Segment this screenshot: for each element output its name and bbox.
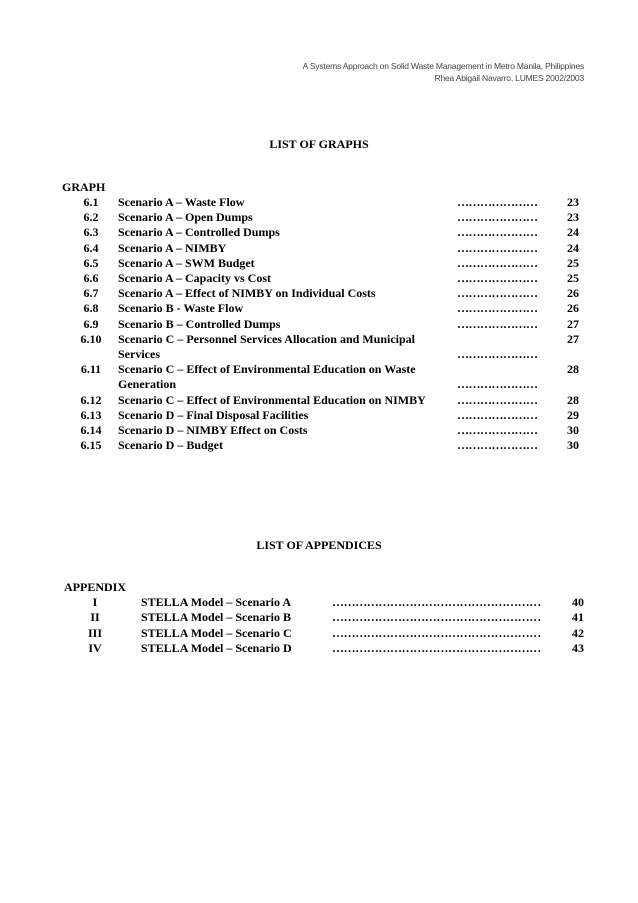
graph-number: 6.13 bbox=[80, 407, 102, 422]
leader-dots: ………………… bbox=[457, 407, 538, 422]
appendix-list-item bbox=[64, 641, 584, 656]
graph-number: 6.12 bbox=[80, 392, 102, 407]
graph-title: Scenario A – Open Dumps bbox=[118, 210, 253, 225]
graph-number: 6.4 bbox=[83, 240, 99, 255]
graph-title: Scenario B - Waste Flow bbox=[118, 301, 244, 316]
graph-page-number: 24 bbox=[567, 240, 579, 255]
graph-list-item bbox=[62, 393, 584, 408]
appendix-number: IV bbox=[88, 641, 102, 656]
leader-dots: ……………………………………………… bbox=[332, 595, 541, 609]
graph-list-item bbox=[62, 332, 584, 362]
graph-page-number: 23 bbox=[567, 210, 579, 225]
appendix-title: STELLA Model – Scenario C bbox=[141, 625, 292, 640]
graph-list-item bbox=[62, 271, 584, 286]
appendix-page-number: 41 bbox=[572, 610, 584, 625]
appendix-list-item bbox=[64, 610, 584, 625]
appendix-list-item bbox=[64, 625, 584, 641]
graph-page-number: 25 bbox=[567, 271, 579, 286]
graph-title: Scenario A – Effect of NIMBY on Individual Costs bbox=[118, 286, 376, 301]
leader-dots: ………………… bbox=[457, 347, 538, 362]
graph-title: Scenario B – Controlled Dumps bbox=[118, 316, 281, 331]
appendix-title: STELLA Model – Scenario B bbox=[141, 610, 292, 625]
graph-list-item bbox=[62, 195, 584, 210]
leader-dots: ……………………………………………… bbox=[332, 610, 541, 625]
graph-list-item bbox=[62, 256, 584, 271]
leader-dots: ………………… bbox=[457, 392, 538, 407]
graph-list-item bbox=[62, 286, 584, 301]
appendix-title: STELLA Model – Scenario A bbox=[141, 595, 292, 609]
running-header bbox=[303, 60, 584, 84]
running-header-line-2: Rhea Abigail Navarro, LUMES 2002/2003 bbox=[434, 73, 584, 83]
graph-title: Scenario C – Effect of Environmental Education on NIMBY bbox=[118, 392, 426, 407]
graph-title: Scenario C – Effect of Environmental Education on Waste Generation bbox=[118, 362, 416, 392]
graph-number: 6.15 bbox=[80, 438, 102, 453]
leader-dots: ………………… bbox=[457, 423, 538, 438]
graph-list-item bbox=[62, 301, 584, 316]
graph-title: Scenario A – Controlled Dumps bbox=[118, 225, 280, 240]
leader-dots: ………………… bbox=[457, 210, 538, 225]
graph-page-number: 28 bbox=[567, 392, 579, 407]
leader-dots: ………………… bbox=[457, 301, 538, 316]
leader-dots: ………………… bbox=[457, 316, 538, 331]
graph-title: Scenario D – Final Disposal Facilities bbox=[118, 407, 309, 422]
list-of-graphs-heading: LIST OF GRAPHS bbox=[269, 137, 369, 151]
leader-dots: ………………… bbox=[457, 271, 538, 286]
leader-dots: ………………… bbox=[457, 255, 538, 270]
leader-dots: ……………………………………………… bbox=[332, 625, 541, 640]
leader-dots: ………………… bbox=[457, 438, 538, 453]
graph-number: 6.1 bbox=[83, 195, 99, 209]
graph-title: Scenario C – Personnel Services Allocation and Municipal Services bbox=[118, 331, 415, 362]
graph-page-number: 28 bbox=[567, 362, 579, 377]
graph-page-number: 29 bbox=[567, 407, 579, 422]
appendix-title: STELLA Model – Scenario D bbox=[141, 641, 292, 656]
graph-list-item bbox=[62, 423, 584, 438]
graph-page-number: 27 bbox=[567, 331, 579, 346]
graph-title: Scenario D – Budget bbox=[118, 438, 223, 453]
leader-dots: ………………… bbox=[457, 240, 538, 255]
graph-number: 6.3 bbox=[83, 225, 99, 240]
graph-list-item bbox=[62, 241, 584, 256]
leader-dots: ……………………………………………… bbox=[332, 641, 541, 656]
leader-dots: ………………… bbox=[457, 286, 538, 301]
appendix-number: III bbox=[87, 625, 102, 640]
graph-page-number: 23 bbox=[567, 195, 579, 209]
graph-number: 6.7 bbox=[83, 286, 99, 301]
graph-number: 6.5 bbox=[83, 255, 99, 270]
list-of-appendices-heading: LIST OF APPENDICES bbox=[256, 538, 382, 552]
graph-title: Scenario A – NIMBY bbox=[118, 240, 227, 255]
graph-page-number: 30 bbox=[567, 423, 579, 438]
graph-number: 6.14 bbox=[80, 423, 102, 438]
graph-page-number: 30 bbox=[567, 438, 579, 453]
running-header-line-1: A Systems Approach on Solid Waste Management in Metro Manila, Philippines bbox=[302, 61, 584, 71]
graph-number: 6.8 bbox=[83, 301, 99, 316]
graph-number: 6.2 bbox=[83, 210, 99, 225]
graph-title: Scenario A – SWM Budget bbox=[118, 255, 255, 270]
graph-list-item bbox=[62, 408, 584, 423]
graph-number: 6.11 bbox=[80, 362, 102, 377]
graph-list bbox=[62, 195, 584, 453]
appendix-page-number: 42 bbox=[572, 625, 584, 640]
graph-number: 6.10 bbox=[80, 331, 102, 346]
graph-list-item bbox=[62, 438, 584, 453]
graph-page-number: 25 bbox=[567, 255, 579, 270]
graph-list-item bbox=[62, 210, 584, 225]
appendix-number: II bbox=[90, 610, 100, 625]
graph-number: 6.9 bbox=[83, 316, 99, 331]
graph-number: 6.6 bbox=[83, 271, 99, 286]
graph-list-item bbox=[62, 225, 584, 240]
appendix-page-number: 40 bbox=[572, 595, 584, 609]
graph-page-number: 27 bbox=[567, 316, 579, 331]
leader-dots: ………………… bbox=[457, 225, 538, 240]
appendix-list-item bbox=[64, 595, 584, 610]
graph-column-label: GRAPH bbox=[62, 180, 106, 194]
appendix-list bbox=[64, 595, 584, 657]
leader-dots: ………………… bbox=[457, 195, 538, 209]
graph-list-item bbox=[62, 317, 584, 332]
graph-list-item bbox=[62, 362, 584, 392]
graph-title: Scenario A – Capacity vs Cost bbox=[118, 271, 271, 286]
appendix-page-number: 43 bbox=[572, 641, 584, 656]
leader-dots: ………………… bbox=[457, 377, 538, 392]
graph-page-number: 24 bbox=[567, 225, 579, 240]
graph-title: Scenario A – Waste Flow bbox=[118, 195, 245, 209]
graph-title: Scenario D – NIMBY Effect on Costs bbox=[118, 423, 308, 438]
graph-page-number: 26 bbox=[567, 286, 579, 301]
appendix-number: I bbox=[92, 595, 98, 609]
graph-page-number: 26 bbox=[567, 301, 579, 316]
appendix-column-label: APPENDIX bbox=[64, 580, 126, 594]
